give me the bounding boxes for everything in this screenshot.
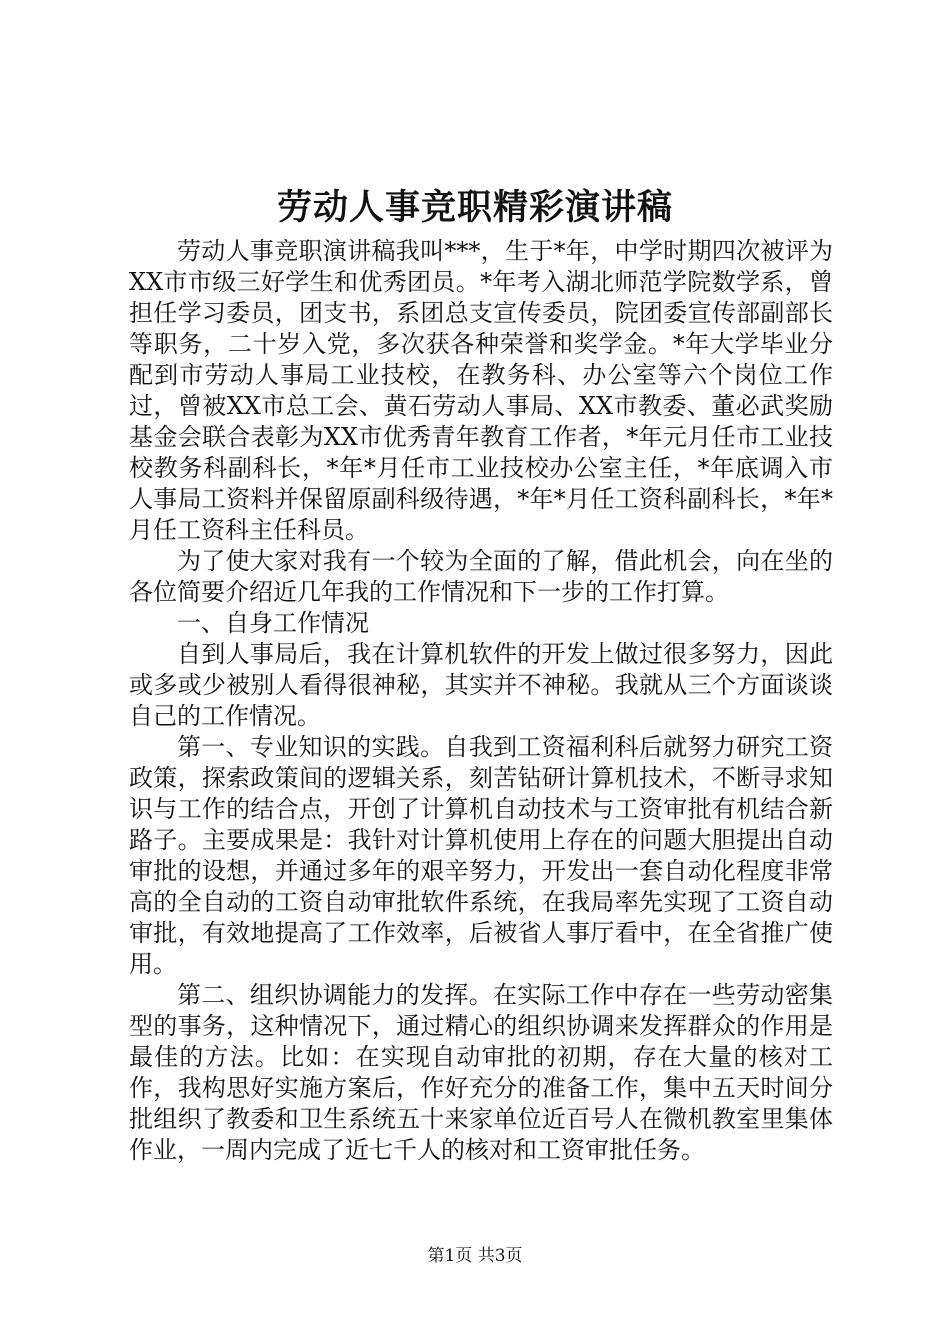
paragraph-second-point: 第二、组织协调能力的发挥。在实际工作中存在一些劳动密集型的事务，这种情况下，通过精心的组织协调来发挥群众的作用是最佳的方法。比如：在实现自动审批的初期，存在大量的核对工作，我构思好实施方案后，作好充分的准备工作，集中五天时间分批组织了教委和卫生系统五十来家单位近百号人在微机教室里集体作业，一周内完成了近七千人的核对和工资审批任务。 [129,981,833,1164]
paragraph-first-point: 第一、专业知识的实践。自我到工资福利科后就努力研究工资政策，探索政策间的逻辑关系，刻苦钻研计算机技术，不断寻求知识与工作的结合点，开创了计算机自动技术与工资审批有机结合新路子。主要成果是：我针对计算机使用上存在的问题大胆提出自动审批的设想，并通过多年的艰辛努力，开发出一套自动化程度非常高的全自动的工资自动审批软件系统，在我局率先实现了工资自动审批，有效地提高了工作效率，后被省人事厅看中，在全省推广使用。 [129,733,833,978]
paragraph-overview: 自到人事局后，我在计算机软件的开发上做过很多努力，因此或多或少被别人看得很神秘，其实并不神秘。我就从三个方面谈谈自己的工作情况。 [129,640,833,730]
paragraph-purpose: 为了使大家对我有一个较为全面的了解，借此机会，向在坐的各位简要介绍近几年我的工作情况和下一步的工作打算。 [129,547,833,606]
document-body [129,236,833,1166]
paragraph-intro: 劳动人事竞职演讲稿我叫***，生于*年，中学时期四次被评为XX市市级三好学生和优秀团员。*年考入湖北师范学院数学系，曾担任学习委员，团支书，系团总支宣传委员，院团委宣传部副部长等职务，二十岁入党，多次获各种荣誉和奖学金。*年大学毕业分配到市劳动人事局工业技校，在教务科、办公室等六个岗位工作过，曾被XX市总工会、黄石劳动人事局、XX市教委、董必武奖励基金会联合表彰为XX市优秀青年教育工作者，*年元月任市工业技校教务科副科长，*年*月任市工业技校办公室主任，*年底调入市人事局工资料并保留原副科级待遇，*年*月任工资科副科长，*年*月任工资科主任科员。 [129,237,833,544]
document-title: 劳动人事竞职精彩演讲稿 [276,187,673,228]
section-heading: 一、自身工作情况 [177,609,369,637]
page-number-footer: 第1页 共3页 [427,1246,523,1266]
